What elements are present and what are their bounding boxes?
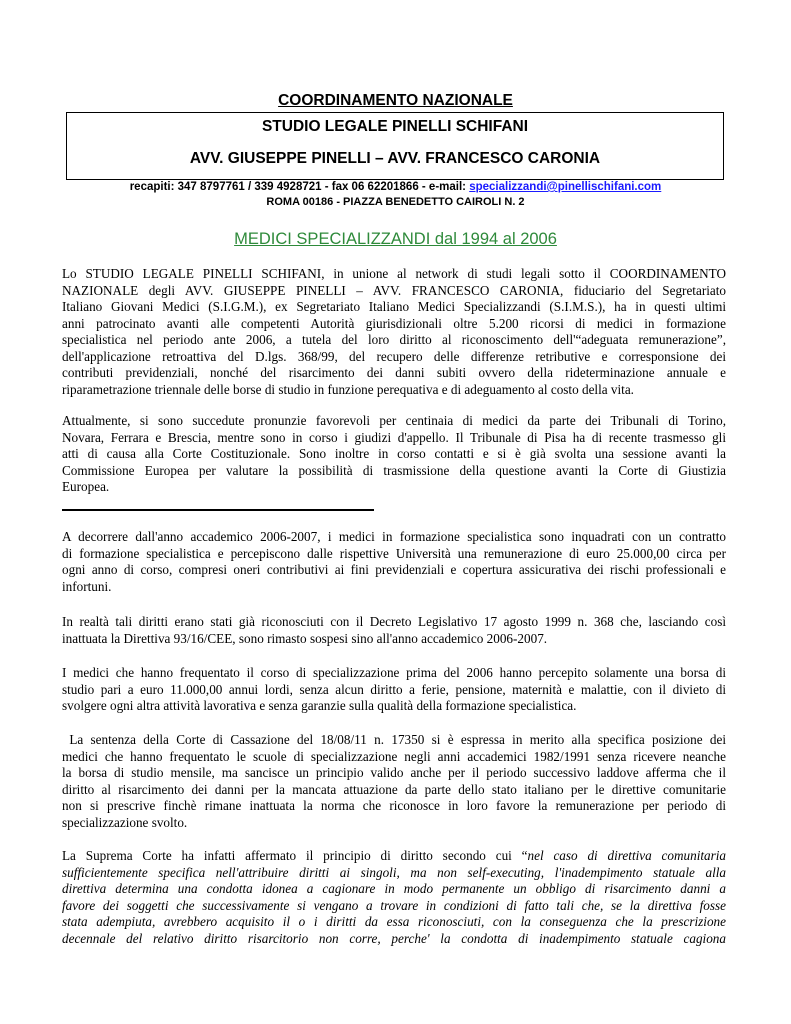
text-line: Europea. xyxy=(62,479,110,495)
text-line: medici che hanno frequentato le scuole di specializzazione negli anni accademici 1982/1991 senza ricevere neanche xyxy=(62,748,726,764)
text-line: anni patrocinato avanti alle competenti Autorità giurisdizionali oltre 5.200 ricorsi di medici in formazione xyxy=(62,315,726,331)
text-line: svolgere ogni altra attività lavorativa e senza garanzie sulla qualità della formazione specialistica. xyxy=(62,698,577,714)
email-link[interactable]: specializzandi@pinellischifani.com xyxy=(469,181,662,193)
text-plain: La Suprema Corte ha infatti affermato il principio di diritto secondo cui “ xyxy=(62,848,528,863)
text-line: Italiano Giovani Medici (S.I.G.M.), ex Segretariato Italiano Medici Specializzandi (S.I.M.S.), ha in questi ultimi xyxy=(62,299,726,315)
text-quote: nel caso di direttiva comunitaria xyxy=(527,848,727,863)
text-line: contributi previdenziali, nonché del risarcimento dei danni subiti ovvero della rideterminazione annuale e xyxy=(62,365,726,381)
text-line: studio pari a euro 11.000,00 annui lordi, senza alcun diritto a ferie, pensione, maternità e malattie, con il divieto di xyxy=(62,681,726,697)
text-line: sufficientemente specifica nell'attribuire diritti ai singoli, ma non self-executing, l'inadempimento statuale alla xyxy=(62,864,726,880)
paragraph-1 xyxy=(62,266,726,398)
paragraph-7 xyxy=(62,848,726,947)
text-line: specializzazione svolto. xyxy=(62,814,188,830)
text-line: In realtà tali diritti erano stati già riconosciuti con il Decreto Legislativo 17 agosto 1999 n. 368 che, lasciando così xyxy=(62,614,726,629)
text-line: Commissione Europea per valutare la possibilità di trasmissione della questione avanti la Corte di Giustizia xyxy=(62,462,726,478)
text-line: Novara, Ferrara e Brescia, mentre sono in corso i giudizi d'appello. Il Tribunale di Pisa ha di recente trasmesso gli xyxy=(62,429,726,445)
text-line: diritto al risarcimento dei danni per la mancata attuazione da parte dello stato italiano per le direttive comunitarie xyxy=(62,781,726,797)
contacts-text: recapiti: 347 8797761 / 339 4928721 - fax 06 62201866 - e-mail: xyxy=(129,181,470,193)
text-line: A decorrere dall'anno accademico 2006-2007, i medici in formazione specialistica sono inquadrati con un contratto xyxy=(62,529,726,544)
paragraph-5 xyxy=(62,665,726,715)
text-line: specialistica nel periodo ante 2006, a tutela del loro diritto al riconoscimento dell'“adeguata remunerazione”, xyxy=(62,332,726,348)
text-line: infortuni. xyxy=(62,578,112,594)
paragraph-6 xyxy=(62,732,726,831)
contacts-line xyxy=(0,181,791,193)
paragraph-2 xyxy=(62,413,726,496)
text-line: di formazione specialistica e percepiscono dalle rispettive Università una remunerazione di euro 25.000,00 circa per xyxy=(62,545,726,561)
studio-name: STUDIO LEGALE PINELLI SCHIFANI xyxy=(261,118,529,135)
paragraph-3 xyxy=(62,529,726,595)
document-subtitle: MEDICI SPECIALIZZANDI dal 1994 al 2006 xyxy=(234,230,557,248)
text-line: la borsa di studio mensile, ma sancisce un principio valido anche per il periodo successivo laddove afferma che il xyxy=(62,765,726,781)
paragraph-4 xyxy=(62,614,726,647)
text-line: riparametrazione triennale delle borse di studio in funzione perequativa e di adeguamento al costo della vita. xyxy=(62,381,634,397)
text-line: ogni anno di corso, compresi oneri contributivi ai fini previdenziali e copertura assicurativa dei rischi professionali e xyxy=(62,562,726,578)
lawyers-names: AVV. GIUSEPPE PINELLI – AVV. FRANCESCO CARONIA xyxy=(189,150,601,167)
text-line: I medici che hanno frequentato il corso di specializzazione prima del 2006 hanno percepito solamente una borsa di xyxy=(62,665,726,680)
text-line: Lo STUDIO LEGALE PINELLI SCHIFANI, in unione al network di studi legali sotto il COORDINAMENTO xyxy=(62,266,726,281)
header-title: COORDINAMENTO NAZIONALE xyxy=(278,92,513,109)
text-line: non si prescrive finchè rimane inattuata la norma che riconosce in loro favore la remunerazione per periodo di xyxy=(62,798,726,814)
text-line xyxy=(62,848,726,865)
text-line: decennale del relativo diritto risarcitorio non corre, perche' la condotta di inadempimento statuale cagiona xyxy=(62,930,726,946)
text-line: direttiva determina una condotta idonea a cagionare in modo permanente un obbligo di risarcimento danni a xyxy=(62,881,726,897)
text-line: dell'applicazione retroattiva del D.lgs. 368/99, del recupero delle differenze retributive e corresponsione dei xyxy=(62,348,726,364)
address-line: ROMA 00186 - PIAZZA BENEDETTO CAIROLI N. 2 xyxy=(266,196,525,208)
text-line: NAZIONALE degli AVV. GIUSEPPE PINELLI – AVV. FRANCESCO CARONIA, fiduciario del Segretariato xyxy=(62,282,726,298)
text-line: atti di causa alla Corte Costituzionale. Sono inoltre in corso contatti e si è già svolta una sessione avanti la xyxy=(62,446,726,462)
text-line: favore dei soggetti che successivamente si vengano a trovare in condizioni di fatto tali che, se la direttiva fosse xyxy=(62,897,726,913)
text-line: La sentenza della Corte di Cassazione del 18/08/11 n. 17350 si è espressa in merito alla specifica posizione dei xyxy=(62,732,726,747)
text-line: inattuata la Direttiva 93/16/CEE, sono rimasto sospesi sino all'anno accademico 2006-2007. xyxy=(62,630,548,646)
section-divider xyxy=(62,509,374,511)
header-box xyxy=(66,112,724,180)
text-line: Attualmente, si sono succedute pronunzie favorevoli per centinaia di medici da parte dei Tribunali di Torino, xyxy=(62,413,726,428)
text-line: stata adempiuta, avrebbero acquisito il o i diritti da essa riconosciuti, con la conseguenza che la prescrizione xyxy=(62,914,726,930)
